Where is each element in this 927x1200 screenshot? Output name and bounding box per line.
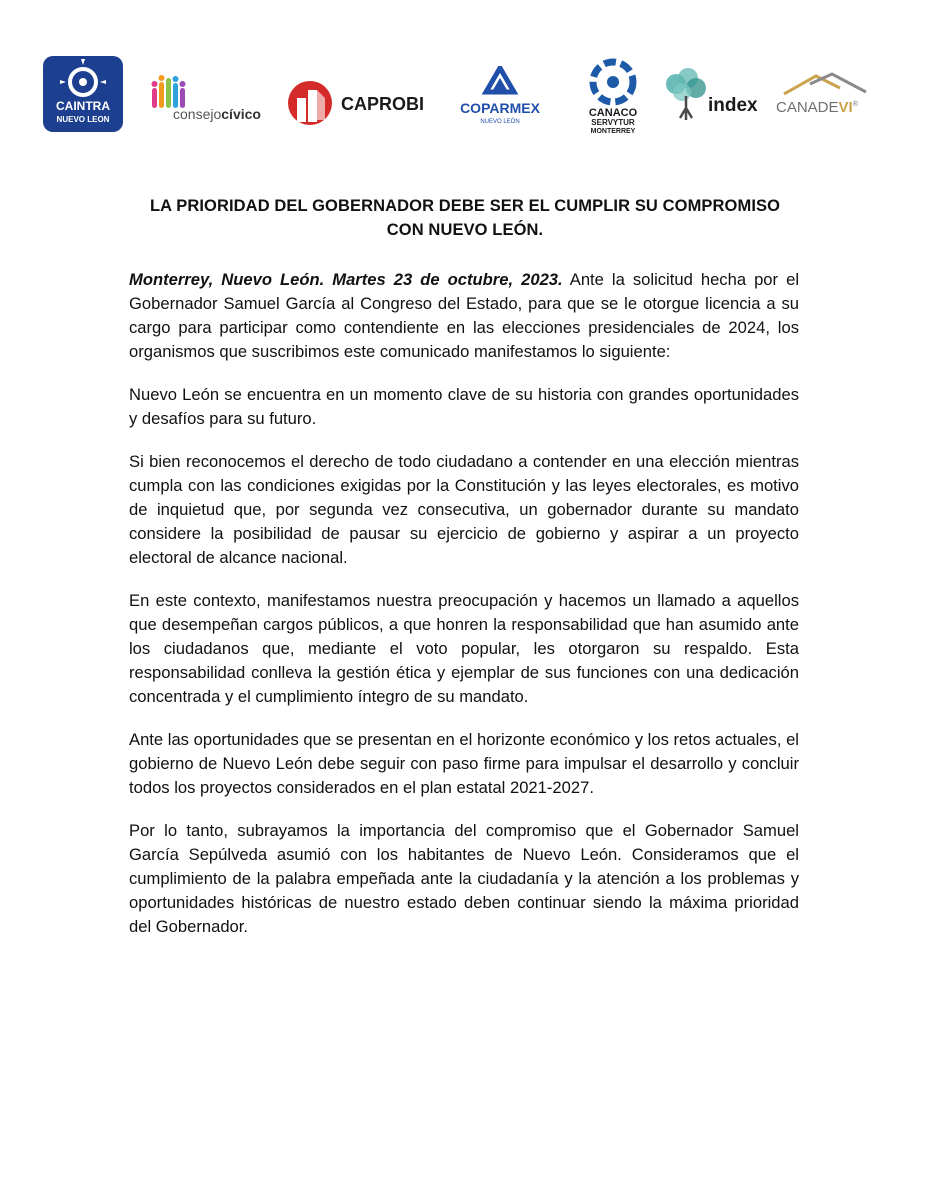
index-text: index: [708, 95, 758, 116]
caprobi-logo: [287, 80, 432, 126]
title-line-1: LA PRIORIDAD DEL GOBERNADOR DEBE SER EL CUMPLIR SU COMPROMISO: [149, 197, 781, 215]
paragraph-1: [129, 268, 799, 364]
vi-text: VI: [838, 99, 853, 116]
page-title: [120, 194, 810, 242]
caintra-logo: [42, 55, 124, 133]
canaco-graphic: [582, 58, 644, 138]
paragraph-4: En este contexto, manifestamos nuestra preocupación y hacemos un llamado a aquellos que desempeñan cargos públicos, a que honren la responsabilidad que han asumido ante los ciudadanos que, mediante el voto popular, les otorgaron su respaldo. Esta responsabilidad conlleva la gestión ética y ejemplar de sus funciones con una dedicación concentrada y el cumplimiento íntegro de su mandato.: [129, 591, 799, 706]
canaco-line1: CANACO: [588, 107, 638, 119]
paragraph-2: Nuevo León se encuentra en un momento clave de su historia con grandes oportunidades y desafíos para su futuro.: [129, 385, 799, 428]
registered-mark: ®: [852, 101, 858, 108]
paragraph-6: Por lo tanto, subrayamos la importancia del compromiso que el Gobernador Samuel García Sepúlveda asumió con los habitantes de Nuevo León. Consideramos que el cumplimiento de la palabra empeñada ante la ciudadanía y la atención a los problemas y oportunidades históricas de nuestro estado deben continuar siendo la máxima prioridad del Gobernador.: [129, 821, 799, 936]
canade-text: CANADE: [776, 99, 839, 116]
consejo-civico-figures-icon: [148, 74, 273, 124]
consejo-text: consejo: [173, 106, 222, 122]
coparmex-sub: NUEVO LEÓN: [480, 119, 520, 125]
caintra-line1: CAINTRA: [56, 99, 110, 113]
canaco-line3: MONTERREY: [590, 128, 636, 135]
canaco-logo: [582, 58, 644, 138]
svg-text:CANADEVI®: [776, 99, 859, 116]
caprobi-graphic: [287, 80, 432, 126]
svg-text:consejocívico: [173, 106, 261, 122]
canaco-line2: SERVYTUR: [591, 118, 635, 127]
dateline: Monterrey, Nuevo León. Martes 23 de octubre, 2023.: [129, 270, 563, 289]
logo-bar: [0, 0, 927, 160]
index-tree-icon: [662, 68, 760, 126]
paragraph-1-text: Ante la solicitud hecha por el Gobernador Samuel García al Congreso del Estado, para que se le otorgue licencia a su cargo para participar como contendiente en las elecciones presidenciales de 2024, los organismos que suscribimos este comunicado manifestamos lo siguiente:: [129, 270, 800, 361]
paragraph-3: Si bien reconocemos el derecho de todo ciudadano a contender en una elección mientras cumpla con las condiciones exigidas por la Constitución y las leyes electorales, es motivo de inquietud que, por segunda vez consecutiva, un gobernador durante su mandato considere la posibilidad de pausar su ejercicio de gobierno y aspirar a un proyecto electoral de alcance nacional.: [129, 452, 799, 567]
coparmex-graphic: [452, 66, 548, 128]
coparmex-logo: [452, 66, 548, 128]
index-logo: [662, 68, 760, 126]
civico-text: cívico: [221, 106, 261, 122]
consejo-civico-logo: [148, 74, 273, 124]
paragraph-5: Ante las oportunidades que se presentan en el horizonte económico y los retos actuales, el gobierno de Nuevo León debe seguir con paso firme para impulsar el desarrollo y concluir todos los proyectos considerados en el plan estatal 2021-2027.: [129, 730, 799, 797]
document-body: [129, 268, 799, 958]
coparmex-text: COPARMEX: [460, 100, 540, 116]
canadevi-logo: [774, 70, 878, 120]
caintra-logo-graphic: [42, 55, 124, 133]
canadevi-graphic: [774, 70, 878, 120]
title-line-2: CON NUEVO LEÓN.: [386, 221, 544, 239]
caintra-line2: NUEVO LEON: [56, 115, 110, 124]
caprobi-text: CAPROBI: [341, 94, 425, 114]
